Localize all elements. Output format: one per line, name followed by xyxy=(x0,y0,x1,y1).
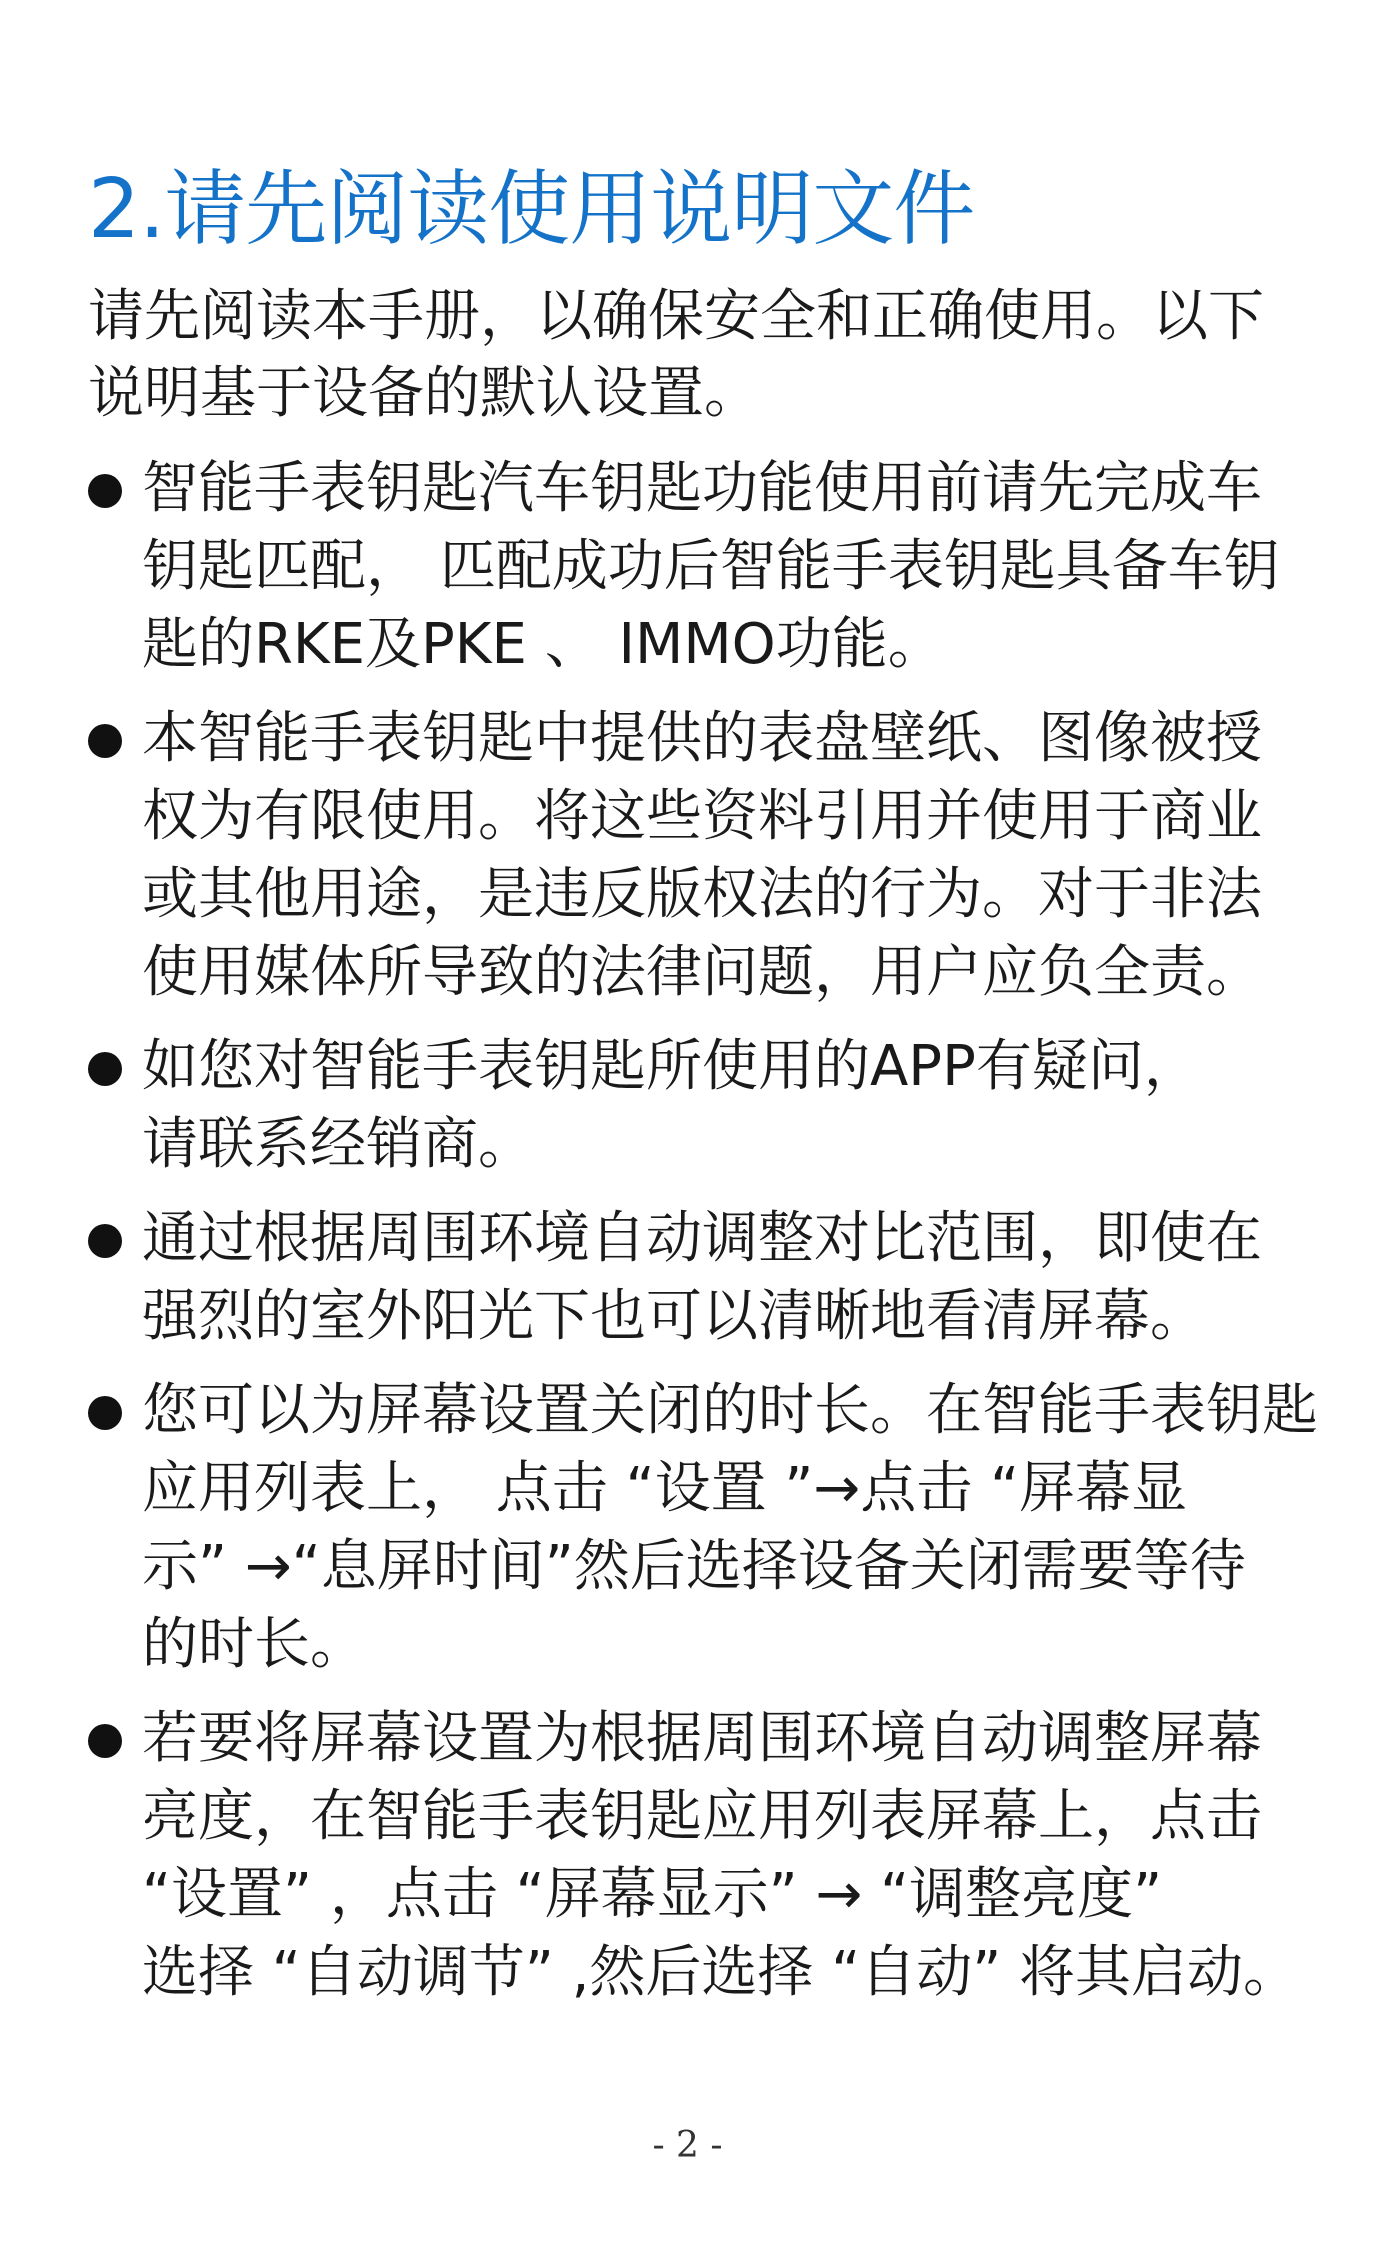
bullet-dot-icon xyxy=(88,724,122,758)
bullet-line: 应用列表上， 点击 “设置 ”→点击 “屏幕显 xyxy=(142,1456,1188,1521)
bullet-item xyxy=(88,450,1318,684)
bullet-item xyxy=(88,1200,1318,1356)
bullet-line: 或其他用途，是违反版权法的行为。对于非法 xyxy=(142,862,1262,927)
bullet-line: 请联系经销商。 xyxy=(142,1112,534,1177)
bullet-line: 您可以为屏幕设置关闭的时长。在智能手表钥匙 xyxy=(142,1378,1318,1443)
bullet-line: 强烈的室外阳光下也可以清晰地看清屏幕。 xyxy=(142,1284,1206,1349)
bullet-line: 钥匙匹配， 匹配成功后智能手表钥匙具备车钥 xyxy=(142,534,1280,599)
intro-line: 说明基于设备的默认设置。 xyxy=(88,361,760,426)
bullet-line: 若要将屏幕设置为根据周围环境自动调整屏幕 xyxy=(142,1706,1262,1771)
intro-paragraph xyxy=(88,278,1288,432)
bullet-line: 权为有限使用。将这些资料引用并使用于商业 xyxy=(142,784,1262,849)
bullet-line: 匙的RKE及PKE 、 IMMO功能。 xyxy=(142,612,944,677)
bullet-dot-icon xyxy=(88,1396,122,1430)
bullet-dot-icon xyxy=(88,1052,122,1086)
bullet-list xyxy=(88,450,1318,2028)
bullet-line: 如您对智能手表钥匙所使用的APP有疑问， xyxy=(142,1034,1200,1099)
bullet-dot-icon xyxy=(88,1224,122,1258)
bullet-dot-icon xyxy=(88,1724,122,1758)
page-number: - 2 - xyxy=(652,2125,723,2166)
bullet-line: 亮度，在智能手表钥匙应用列表屏幕上，点击 xyxy=(142,1784,1262,1849)
bullet-line: 本智能手表钥匙中提供的表盘壁纸、图像被授 xyxy=(142,706,1262,771)
bullet-line: 的时长。 xyxy=(142,1612,366,1677)
bullet-line: 通过根据周围环境自动调整对比范围，即使在 xyxy=(142,1206,1262,1271)
intro-line: 请先阅读本手册，以确保安全和正确使用。以下 xyxy=(88,284,1264,349)
bullet-item xyxy=(88,1028,1318,1184)
bullet-item xyxy=(88,700,1318,1012)
section-heading: 2.请先阅读使用说明文件 xyxy=(88,162,975,257)
bullet-item xyxy=(88,1700,1318,2012)
bullet-dot-icon xyxy=(88,474,122,508)
bullet-line: 选择 “自动调节” ,然后选择 “自动” 将其启动。 xyxy=(142,1940,1300,2005)
bullet-item xyxy=(88,1372,1318,1684)
bullet-line: 使用媒体所导致的法律问题，用户应负全责。 xyxy=(142,940,1262,1005)
bullet-line: “设置” ，点击 “屏幕显示” → “调整亮度” xyxy=(142,1862,1163,1927)
bullet-line: 示” →“息屏时间”然后选择设备关闭需要等待 xyxy=(142,1534,1246,1599)
bullet-line: 智能手表钥匙汽车钥匙功能使用前请先完成车 xyxy=(142,456,1262,521)
